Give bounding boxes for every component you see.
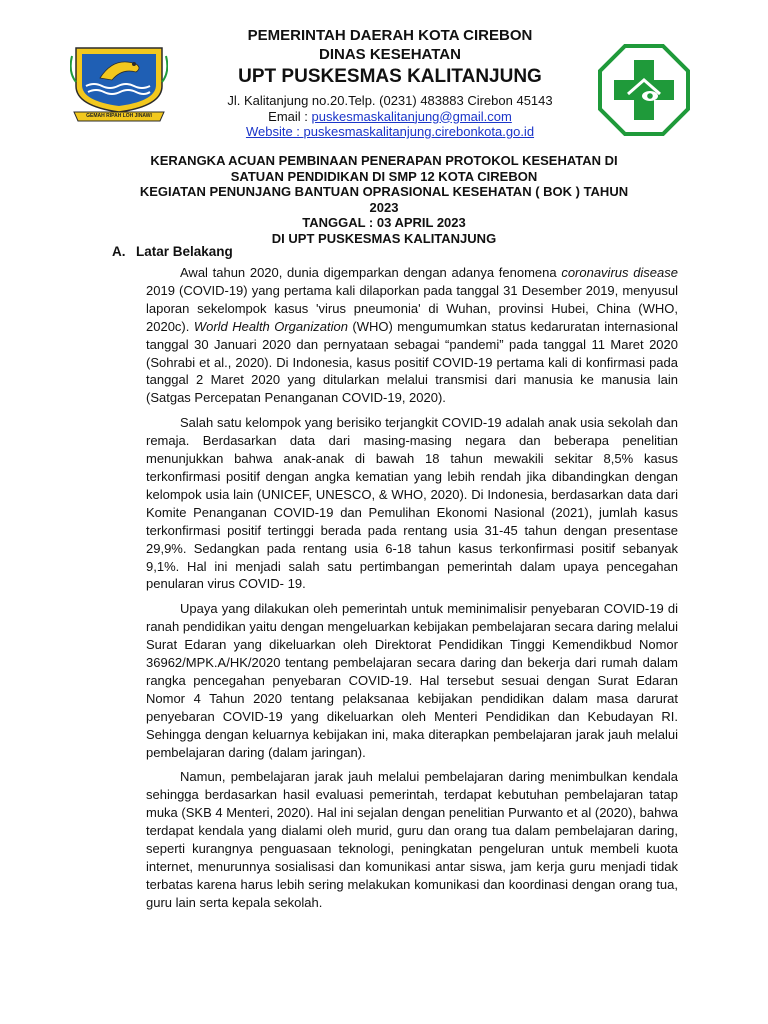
email-line (180, 109, 600, 125)
puskesmas-logo (598, 44, 690, 136)
emblem-motto: GEMAH RIPAH LOH JINAWI (86, 113, 152, 119)
paragraph-1 (146, 264, 678, 407)
website-label[interactable]: Website : (245, 124, 304, 139)
paragraph-1-part-e: (WHO) mengumumkan status kedaruratan internasional tanggal 30 Januari 2020 dan pernyataan sebagai “pandemi” pada tanggal 11 Maret 2020 (Sohrabi et al., 2020). Di Indonesia, kasus positif COVID-19 pertama kali di konfirmasi pada tanggal 2 Maret 2020 yang ditularkan melalui transmisi dari manusia ke manusia lain (Satgas Percepatan Penanganan COVID-19, 2020). (146, 318, 678, 406)
institution-address: Jl. Kalitanjung no.20.Telp. (0231) 483883 Cirebon 45143 (227, 93, 553, 108)
cirebon-city-emblem (70, 42, 168, 124)
title-line-3: KEGIATAN PENUNJANG BANTUAN OPRASIONAL KESEHATAN ( BOK ) TAHUN (139, 184, 629, 199)
department-name: DINAS KESEHATAN (319, 46, 461, 63)
body-text (146, 264, 678, 919)
paragraph-1-part-a: Awal tahun 2020, dunia digemparkan dengan adanya fenomena (180, 265, 562, 280)
email-label: Email : (268, 108, 312, 124)
section-heading (112, 244, 233, 259)
paragraph-1-italic-term: coronavirus disease (561, 265, 679, 280)
paragraph-3: Upaya yang dilakukan oleh pemerintah untuk meminimalisir penyebaran COVID-19 di ranah pendidikan yaitu dengan mengeluarkan kebijakan pembelajaran secara daring melalui Surat Edaran yang dikeluarkan oleh Direktorat Pendidikan Tinggi Kemendikbud Nomor 36962/MPK.A/HK/2020 tentang pembelajaran secara daring dan bekerja dari rumah dalam rangka pencegahan penyebaran COVID-19. Hal tersebut sesuai dengan Surat Edaran Nomor 4 Tahun 2020 tentang pelaksanaa kebijakan pendidikan dalam masa darurat penyebaran COVID-19 yang dikeluarkan oleh Menteri Pendidikan dan Kebudayan RI. Sehingga dengan keluarnya kebijakan ini, maka diterapkan pembelajaran jarak jauh melalui pembelajaran daring (dalam jaringan). (146, 601, 678, 760)
section-letter: A. (112, 244, 126, 259)
institution-name: UPT PUSKESMAS KALITANJUNG (238, 66, 542, 87)
title-line-2: SATUAN PENDIDIKAN DI SMP 12 KOTA CIREBON (230, 168, 538, 184)
title-date: TANGGAL : 03 APRIL 2023 (302, 215, 466, 230)
title-line-1: KERANGKA ACUAN PEMBINAAN PENERAPAN PROTOKOL KESEHATAN DI (150, 153, 618, 168)
website-line (180, 124, 600, 140)
paragraph-4: Namun, pembelajaran jarak jauh melalui pembelajaran daring menimbulkan kendala sehingga berdasarkan hasil evaluasi pemerintah, terdapat kebutuhan pembelajaran tatap muka (SKB 4 Menteri, 2020). Hal ini sejalan dengan penelitian Purwanto et al (2020), bahwa terdapat kendala yang dialami oleh murid, guru dan orang tua dalam pembelajaran daring, seperti kurangnya penguasaan teknologi, peningkatan pengeluran untuk membeli kuota internet, menurunnya sosialisasi dan komunikasi antar siswa, jam kerja guru menjadi tidak terbatas karena harus lebih sering melakukan komunikasi dan koordinasi dengan orang tua, guru lain serta kepala sekolah. (146, 769, 678, 910)
document-title (110, 153, 658, 246)
puskesmas-logo-graphic (598, 44, 690, 136)
paragraph-2: Salah satu kelompok yang berisiko terjangkit COVID-19 adalah anak usia sekolah dan remaja. Berdasarkan data dari masing-masing negara dan beberapa penelitian menunjukkan bahwa anak-anak di bawah 18 tahun mewakili sekitar 8,5% kasus terkonfirmasi positif dengan angka kematian yang lebih rendah jika dibandingkan dengan kelompok usia lain (UNICEF, UNESCO, & WHO, 2020). Di Indonesia, berdasarkan data dari Komite Penanganan COVID-19 dan Pemulihan Ekonomi Nasional (2021), jumlah kasus terkonfirmasi positif tertinggi berada pada rentang usia 31-45 tahun dengan presentase 29,9%. Sedangkan pada rentang usia 6-18 tahun kasus terkonfirmasi positif sebanyak 9,1%. Hal ini menjadi salah satu pertimbangan pemerintah dalam upaya pencegahan penularan virus COVID- 19. (146, 415, 678, 592)
title-location: DI UPT PUSKESMAS KALITANJUNG (271, 230, 497, 246)
paragraph-1-part-c: 2019 (COVID-19) yang pertama kali dilaporkan pada tanggal 31 Desember 2019, menyusul laporan sekelompok kasus 'virus pneumonia' di Wuhan, provinsi Hubei, China (WHO, 2020c). (146, 282, 678, 334)
title-line-4: 2023 (369, 199, 399, 215)
paragraph-1-italic-org: World Health Organization (193, 318, 348, 334)
letterhead (180, 26, 600, 140)
email-link[interactable]: puskesmaskalitanjung@gmail.com (311, 108, 512, 124)
section-title: Latar Belakang (136, 244, 233, 259)
website-link[interactable]: puskesmaskalitanjung.cirebonkota.go.id (303, 124, 535, 139)
government-name: PEMERINTAH DAERAH KOTA CIREBON (247, 27, 533, 44)
